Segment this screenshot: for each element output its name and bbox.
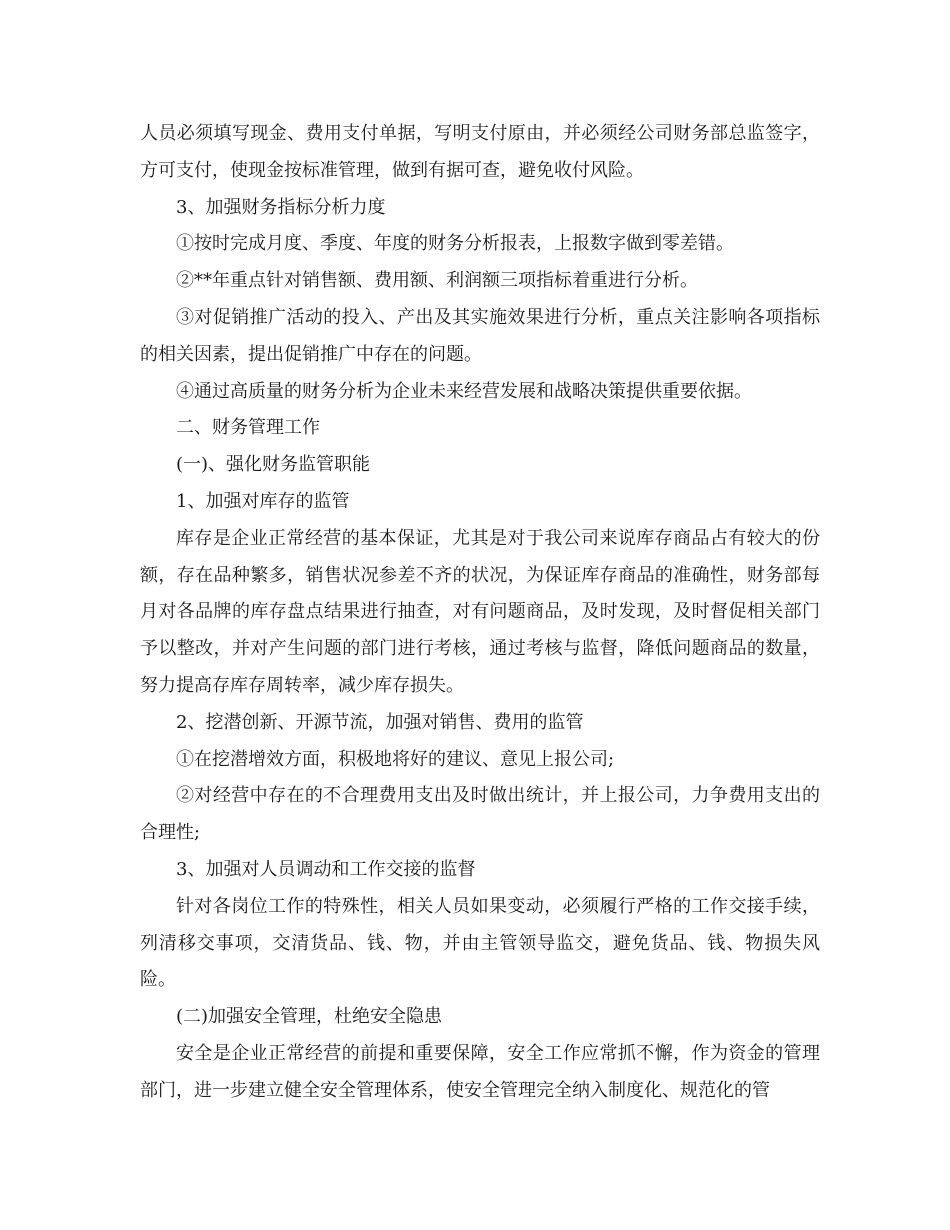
section-heading: 1、加强对库存的监管 bbox=[176, 490, 350, 512]
list-item: ④通过高质量的财务分析为企业未来经营发展和战略决策提供重要依据。 bbox=[176, 380, 752, 402]
list-item: ①在挖潜增效方面，积极地将好的建议、意见上报公司; bbox=[176, 748, 615, 770]
document-body bbox=[140, 116, 820, 1110]
list-item: ②**年重点针对销售额、费用额、利润额三项指标着重进行分析。 bbox=[176, 270, 698, 292]
paragraph: 人员必须填写现金、费用支付单据，写明支付原由，并必须经公司财务部总监签字，方可支付，使现金按标准管理，做到有据可查，避免收付风险。 bbox=[140, 123, 820, 181]
section-heading: 二、财务管理工作 bbox=[176, 417, 320, 439]
paragraph: 安全是企业正常经营的前提和重要保障，安全工作应常抓不懈，作为资金的管理部门，进一步建立健全安全管理体系，使安全管理完全纳入制度化、规范化的管 bbox=[140, 1042, 820, 1101]
list-item: ②对经营中存在的不合理费用支出及时做出统计，并上报公司，力争费用支出的合理性; bbox=[140, 785, 820, 844]
section-heading: 3、加强对人员调动和工作交接的监督 bbox=[176, 858, 476, 880]
paragraph: 针对各岗位工作的特殊性，相关人员如果变动，必须履行严格的工作交接手续，列清移交事项，交清货品、钱、物，并由主管领导监交，避免货品、钱、物损失风险。 bbox=[140, 895, 820, 991]
list-item: ③对促销推广活动的投入、产出及其实施效果进行分析，重点关注影响各项指标的相关因素，提出促销推广中存在的问题。 bbox=[140, 306, 820, 365]
section-heading: 3、加强财务指标分析力度 bbox=[176, 196, 386, 218]
list-item: ①按时完成月度、季度、年度的财务分析报表，上报数字做到零差错。 bbox=[176, 233, 734, 255]
subsection-heading: (二)加强安全管理，杜绝安全隐患 bbox=[176, 1006, 443, 1028]
subsection-heading: (一)、强化财务监管职能 bbox=[176, 454, 371, 476]
paragraph: 库存是企业正常经营的基本保证，尤其是对于我公司来说库存商品占有较大的份额，存在品种繁多，销售状况参差不齐的状况，为保证库存商品的准确性，财务部每月对各品牌的库存盘点结果进行抽查，对有问题商品，及时发现，及时督促相关部门予以整改，并对产生问题的部门进行考核，通过考核与监督，降低问题商品的数量，努力提高存库存周转率，减少库存损失。 bbox=[140, 527, 820, 696]
section-heading: 2、挖潜创新、开源节流，加强对销售、费用的监管 bbox=[176, 711, 584, 733]
